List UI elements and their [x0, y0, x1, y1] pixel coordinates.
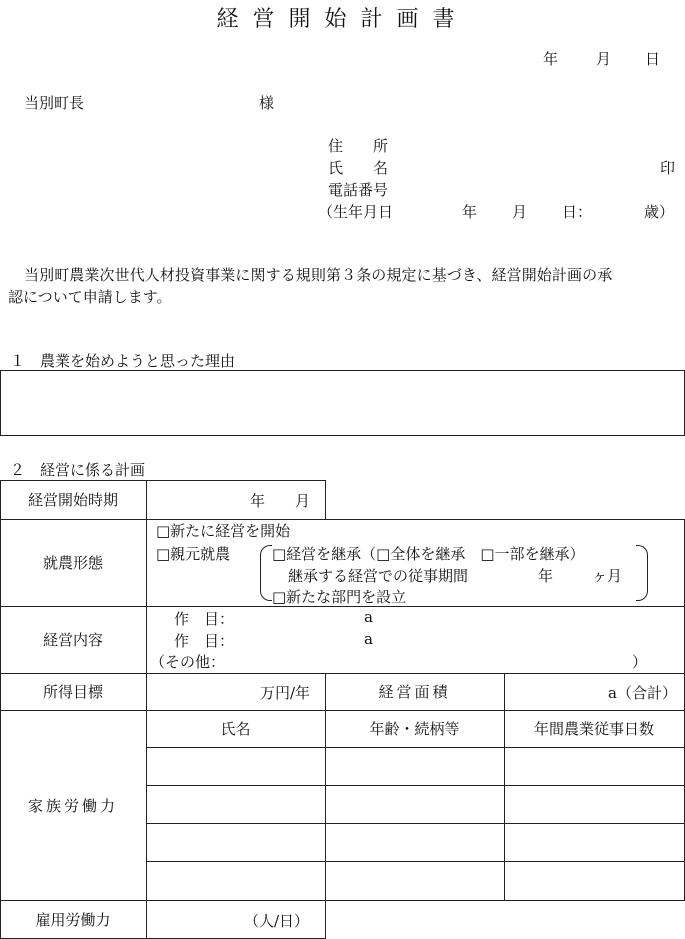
income-label: 所得目標	[42, 683, 103, 701]
birth-year: 年	[462, 203, 478, 221]
birth-day: 日：	[562, 203, 593, 221]
income-unit: 万円/年	[260, 684, 311, 702]
age-label: 歳）	[644, 203, 675, 221]
inherit-period-label: 継承する経営での従事期間	[288, 567, 469, 585]
date-month: 月	[596, 50, 612, 68]
inherit-year: 年	[538, 567, 554, 585]
left-brace	[260, 545, 272, 601]
addressee-name: 当別町長	[24, 94, 85, 112]
section-1-heading: １ 農業を始めようと思った理由	[10, 352, 236, 370]
content-label: 経営内容	[42, 631, 103, 649]
col-days-header: 年間農業従事日数	[533, 720, 654, 738]
inherit-month: ヶ月	[592, 567, 623, 585]
crop-1-unit: a	[364, 608, 373, 626]
new-division-option: □新たな部門を設立	[272, 588, 407, 606]
crop-2-unit: a	[364, 630, 373, 648]
hired-label: 雇用労働力	[35, 910, 111, 929]
col-age-header: 年齢・続柄等	[369, 720, 460, 738]
section-2-heading: ２ 経営に係る計画	[10, 461, 146, 479]
page-title: 経営開始計画書	[216, 7, 469, 32]
farming-label: 就農形態	[42, 554, 103, 572]
right-brace	[636, 545, 648, 601]
farming-parent: □親元就農	[156, 545, 231, 563]
address-label: 住 所	[328, 137, 389, 155]
crop-1-label: 作 目：	[174, 610, 235, 628]
name-label: 氏 名	[328, 159, 389, 177]
date-day: 日	[645, 50, 661, 68]
reason-box	[0, 370, 685, 436]
other-label: （その他：	[150, 653, 226, 671]
area-unit: a（合計）	[608, 684, 677, 702]
start-value: 年 月	[250, 492, 311, 510]
crop-2-label: 作 目：	[174, 632, 235, 650]
seal-mark: 印	[660, 159, 676, 177]
date-year: 年	[543, 50, 559, 68]
family-label: 家族労働力	[27, 796, 118, 815]
start-label: 経営開始時期	[27, 491, 118, 509]
addressee-honorific: 様	[259, 94, 275, 112]
birth-month: 月	[512, 203, 528, 221]
birth-label: （生年月日	[318, 203, 394, 221]
hired-unit: （人/日）	[244, 912, 310, 930]
area-label: 経営面積	[378, 683, 451, 701]
intro-line-1: 当別町農業次世代人材投資事業に関する規則第３条の規定に基づき、経営開始計画の承	[24, 266, 613, 284]
farming-new: □新たに経営を開始	[156, 522, 291, 540]
inherit-option: □経営を継承（□全体を継承 □一部を継承）	[272, 545, 585, 563]
other-close: ）	[632, 653, 648, 671]
phone-label: 電話番号	[328, 181, 389, 199]
intro-line-2: 認について申請します。	[8, 288, 172, 306]
col-name-header: 氏名	[220, 720, 251, 738]
